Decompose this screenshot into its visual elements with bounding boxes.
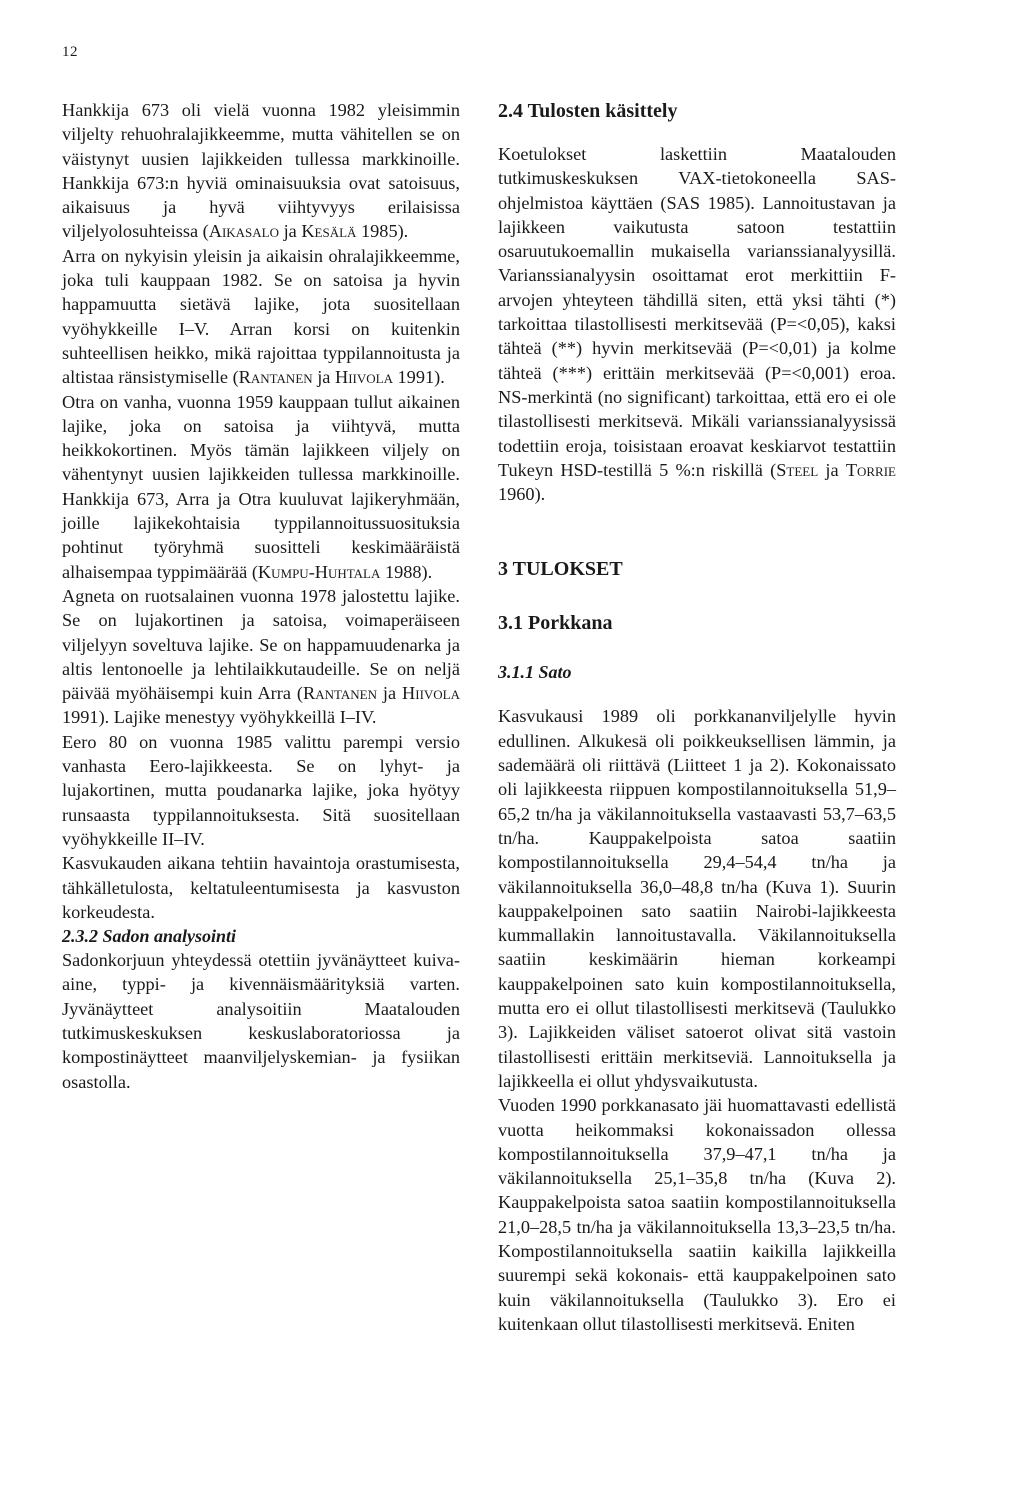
citation-year: 1991). bbox=[392, 367, 445, 388]
citation-author: Rantanen bbox=[303, 683, 377, 704]
heading-2-4: 2.4 Tulosten käsittely bbox=[498, 100, 678, 122]
paragraph-text: Hankkija 673 oli vielä vuonna 1982 yleisimmin viljelty rehuohralajikkeemme, mutta vähitellen se on väistynyt uusien lajikkeiden tullessa markkinoille. Hankkija 673:n hyviä ominaisuuksia ovat satoisuus, aikaisuus ja hyvä viihtyvyys erilaisissa viljelyolosuhteissa ( bbox=[62, 100, 460, 242]
paragraph-statistics bbox=[498, 142, 896, 506]
right-column bbox=[498, 98, 896, 1336]
citation-year: 1960). bbox=[498, 484, 546, 505]
citation-connector: ja bbox=[312, 367, 335, 388]
paragraph-otra bbox=[62, 390, 460, 584]
citation-author: Kumpu-Huhtala bbox=[257, 561, 381, 582]
page-number: 12 bbox=[62, 44, 78, 60]
paragraph-text: Otra on vanha, vuonna 1959 kauppaan tullut aikainen lajike, joka on satoisa ja viihtyvä, mutta heikkokortinen. Myös tämän lajikkeen viljely on vähentynyt uusien lajikkeiden tullessa markkinoille. Hankkija 673, Arra ja Otra kuuluvat lajikeryhmään, joille lajikekohtaisia typpilannoitussuosituksia pohtinut työryhmä suositteli keskimääräistä alhaisempaa typpimäärää ( bbox=[62, 391, 460, 582]
citation-connector: ja bbox=[279, 221, 302, 242]
citation-year: 1985). bbox=[356, 221, 409, 242]
heading-3-1-1: 3.1.1 Sato bbox=[498, 662, 572, 683]
heading-2-3-2: 2.3.2 Sadon analysointi bbox=[62, 926, 237, 947]
citation-author: Hiivola bbox=[402, 683, 461, 704]
citation-year: 1988). bbox=[380, 561, 433, 582]
paragraph-agneta bbox=[62, 584, 460, 730]
citation-connector: ja bbox=[818, 459, 846, 480]
citation-year: 1991). Lajike menestyy vyöhykkeillä I–IV. bbox=[62, 707, 377, 728]
paragraph-eero: Eero 80 on vuonna 1985 valittu parempi versio vanhasta Eero-lajikkeesta. Se on lyhyt- ja lujakortinen, mutta poudanarka lajike, joka hyötyy runsaasta typpilannoituksesta. Sitä suositellaan vyöhykkeille II–IV. bbox=[62, 731, 460, 849]
paragraph-1990-yield: Vuoden 1990 porkkanasato jäi huomattavasti edellistä vuotta heikommaksi kokonaissadon ollessa kompostilannoituksella 37,9–47,1 tn/ha ja väkilannoituksella 25,1–35,8 tn/ha (Kuva 2). Kauppakelpoista satoa saatiin kompostilannoituksella 21,0–28,5 tn/ha ja väkilannoituksella 13,3–23,5 tn/ha. Kompostilannoituksella saatiin kaikilla lajikkeilla suurempi sekä kokonais- että kauppakelpoinen sato kuin väkilannoituksella (Taulukko 3). Ero ei kuitenkaan ollut tilastollisesti merkitsevä. Eniten bbox=[498, 1095, 896, 1334]
citation-author: Kesälä bbox=[301, 221, 357, 242]
paragraph-text: Agneta on ruotsalainen vuonna 1978 jalostettu lajike. Se on lujakortinen ja satoisa, voimaperäiseen viljelyyn soveltuva lajike. Se on happamuudenarka ja altis lentonoelle ja lehtilaikkutaudeille. Se on neljä päivää myöhäisempi kuin Arra ( bbox=[62, 585, 460, 704]
citation-author: Aikasalo bbox=[208, 221, 280, 242]
paragraph-arra bbox=[62, 244, 460, 390]
paragraph-observations: Kasvukauden aikana tehtiin havaintoja orastumisesta, tähkälletulosta, keltatuleentumisesta ja kasvuston korkeudesta. bbox=[62, 853, 460, 922]
heading-3-1: 3.1 Porkkana bbox=[498, 612, 613, 635]
citation-author: Steel bbox=[776, 459, 819, 480]
paragraph-hankkija bbox=[62, 98, 460, 244]
left-column bbox=[62, 98, 460, 1094]
citation-author: Rantanen bbox=[238, 367, 313, 388]
paragraph-text: Koetulokset laskettiin Maatalouden tutkimuskeskuksen VAX-tietokoneella SAS-ohjelmistoa käyttäen (SAS 1985). Lannoitustavan ja lajikkeen vaikutusta satoon testattiin osaruutukoemallin mukaisella varianssianalyysillä. Varianssianalyysin osoittamat erot merkittiin F-arvojen yhteyteen tähdillä siten, että yksi tähti (*) tarkoittaa tilastollisesti merkitsevää (P=<0,05), kaksi tähteä (**) hyvin merkitsevää (P=<0,01) ja kolme tähteä (***) erittäin merkitsevää (P=<0,001) eroa. NS-merkintä (no significant) tarkoittaa, että ero ei ole tilastollisesti merkitsevä. Mikäli varianssianalyysissä todettiin eroja, toisistaan eroavat keskiarvot testattiin Tukeyn HSD-testillä 5 %:n riskillä ( bbox=[498, 144, 896, 480]
citation-author: Torrie bbox=[845, 459, 896, 480]
paragraph-text: Arra on nykyisin yleisin ja aikaisin ohralajikkeemme, joka tuli kauppaan 1982. Se on satoisa ja hyvin happamuutta sietävä lajike, jota suositellaan vyöhykkeille I–V. Arran korsi on kuitenkin suhteellisen heikko, mikä rajoittaa typpilannoitusta ja altistaa ränsistymiselle ( bbox=[62, 245, 460, 388]
heading-3: 3 TULOKSET bbox=[498, 558, 623, 581]
paragraph-1989-yield: Kasvukausi 1989 oli porkkananviljelylle hyvin edullinen. Alkukesä oli poikkeuksellisen lämmin, ja sademäärä oli riittävä (Liitteet 1 ja 2). Kokonaissato oli lajikkeesta riippuen kompostilannoituksella 51,9–65,2 tn/ha ja väkilannoituksella vastaavasti 53,7–63,5 tn/ha. Kauppakelpoista satoa saatiin kompostilannoituksella 29,4–54,4 tn/ha ja väkilannoituksella 36,0–48,8 tn/ha (Kuva 1). Suurin kauppakelpoinen sato saatiin Nairobi-lajikkeesta kummallakin lannoitustavalla. Väkilannoituksella saatiin keskimäärin hieman korkeampi kauppakelpoinen sato kuin kompostilannoituksella, mutta ero ei ollut tilastollisesti merkitsevä (Taulukko 3). Lajikkeiden väliset satoerot olivat sitä vastoin tilastollisesti erittäin merkitseviä. Lannoituksella ja lajikkeella ei ollut yhdysvaikutusta. bbox=[498, 706, 896, 1091]
citation-author: Hiivola bbox=[335, 367, 393, 388]
citation-connector: ja bbox=[376, 683, 403, 704]
paragraph-analysis: Sadonkorjuun yhteydessä otettiin jyvänäytteet kuiva-aine, typpi- ja kivennäismäärityksiä varten. Jyvänäytteet analysoitiin Maatalouden tutkimuskeskuksen keskuslaboratoriossa ja kompostinäytteet maanviljelyskemian- ja fysiikan osastolla. bbox=[62, 950, 460, 1092]
